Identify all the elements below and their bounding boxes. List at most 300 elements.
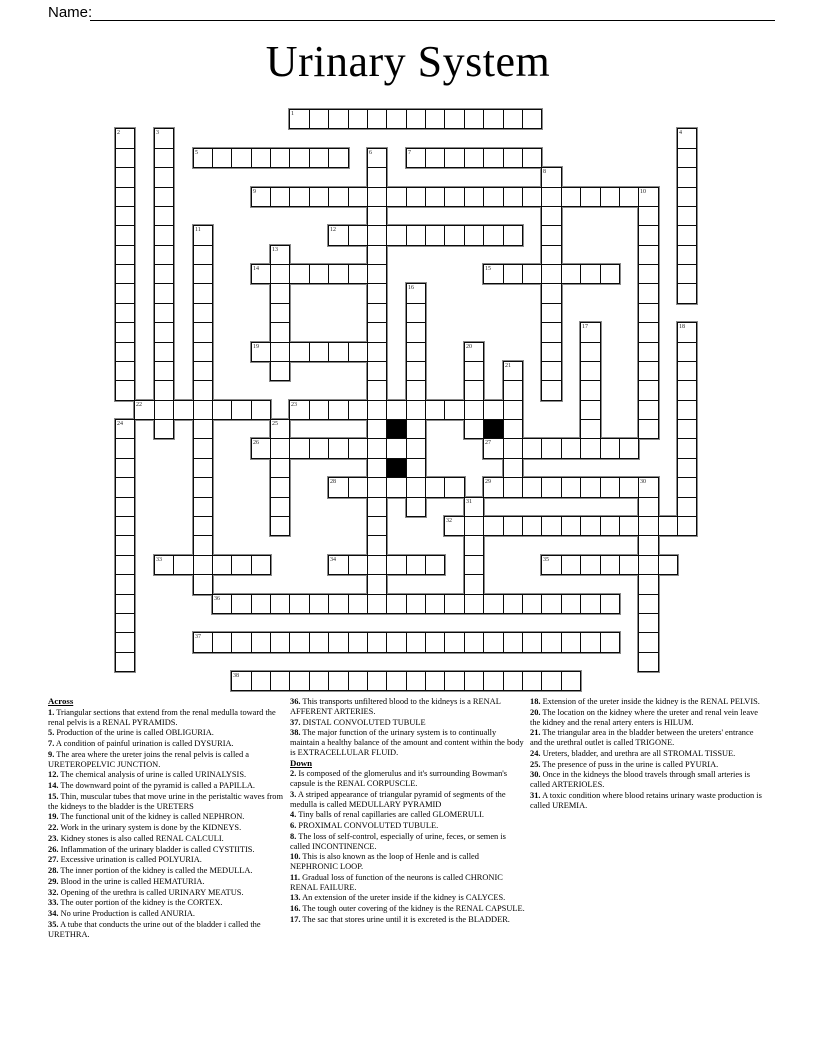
grid-cell-r17-c19[interactable] [483, 438, 504, 459]
grid-cell-r10-c13[interactable] [367, 303, 387, 323]
grid-cell-r25-c14[interactable] [386, 594, 407, 614]
grid-cell-r0-c11[interactable] [328, 109, 349, 129]
grid-cell-r27-c19[interactable] [483, 632, 504, 653]
grid-cell-r17-c26[interactable] [619, 438, 639, 459]
grid-cell-r5-c2[interactable] [154, 206, 174, 226]
grid-cell-r27-c24[interactable] [580, 632, 601, 653]
grid-cell-r27-c5[interactable] [212, 632, 232, 653]
grid-cell-r11-c8[interactable] [270, 322, 290, 343]
grid-cell-r0-c12[interactable] [348, 109, 368, 129]
grid-cell-r12-c12[interactable] [348, 342, 368, 362]
grid-cell-r19-c24[interactable] [580, 477, 601, 498]
grid-cell-r2-c29[interactable] [677, 148, 697, 168]
grid-cell-r17-c11[interactable] [328, 438, 349, 459]
grid-cell-r13-c29[interactable] [677, 361, 697, 381]
grid-cell-r6-c4[interactable] [193, 225, 213, 246]
grid-cell-r3-c22[interactable] [541, 167, 562, 188]
grid-cell-r25-c8[interactable] [270, 594, 290, 614]
grid-cell-r5-c0[interactable] [115, 206, 135, 226]
grid-cell-r25-c22[interactable] [541, 594, 562, 614]
grid-cell-r25-c15[interactable] [406, 594, 426, 614]
grid-cell-r0-c10[interactable] [309, 109, 329, 129]
grid-cell-r26-c0[interactable] [115, 613, 135, 633]
grid-cell-r12-c0[interactable] [115, 342, 135, 362]
grid-cell-r15-c16[interactable] [425, 400, 445, 420]
grid-cell-r8-c11[interactable] [328, 264, 349, 284]
grid-cell-r29-c18[interactable] [464, 671, 484, 691]
grid-cell-r3-c0[interactable] [115, 167, 135, 188]
grid-cell-r15-c15[interactable] [406, 400, 426, 420]
grid-cell-r19-c22[interactable] [541, 477, 562, 498]
grid-cell-r17-c20[interactable] [503, 438, 523, 459]
grid-cell-r15-c11[interactable] [328, 400, 349, 420]
grid-cell-r17-c24[interactable] [580, 438, 601, 459]
grid-cell-r7-c29[interactable] [677, 245, 697, 265]
grid-cell-r22-c18[interactable] [464, 535, 484, 556]
grid-cell-r0-c17[interactable] [444, 109, 465, 129]
grid-cell-r27-c7[interactable] [251, 632, 271, 653]
grid-cell-r21-c23[interactable] [561, 516, 581, 536]
grid-cell-r19-c0[interactable] [115, 477, 135, 498]
grid-cell-r17-c12[interactable] [348, 438, 368, 459]
grid-cell-r23-c22[interactable] [541, 555, 562, 575]
grid-cell-r1-c2[interactable] [154, 128, 174, 149]
grid-cell-r29-c8[interactable] [270, 671, 290, 691]
grid-cell-r25-c13[interactable] [367, 594, 387, 614]
grid-cell-r4-c10[interactable] [309, 187, 329, 207]
grid-cell-r6-c27[interactable] [638, 225, 659, 246]
grid-cell-r29-c7[interactable] [251, 671, 271, 691]
grid-cell-r21-c20[interactable] [503, 516, 523, 536]
grid-cell-r29-c20[interactable] [503, 671, 523, 691]
grid-cell-r15-c12[interactable] [348, 400, 368, 420]
grid-cell-r17-c0[interactable] [115, 438, 135, 459]
grid-cell-r5-c29[interactable] [677, 206, 697, 226]
grid-cell-r4-c13[interactable] [367, 187, 387, 207]
name-fill-line[interactable] [90, 3, 775, 21]
grid-cell-r16-c15[interactable] [406, 419, 426, 439]
grid-cell-r23-c4[interactable] [193, 555, 213, 575]
grid-cell-r15-c29[interactable] [677, 400, 697, 420]
grid-cell-r12-c8[interactable] [270, 342, 290, 362]
grid-cell-r0-c13[interactable] [367, 109, 387, 129]
grid-cell-r10-c27[interactable] [638, 303, 659, 323]
grid-cell-r25-c25[interactable] [600, 594, 620, 614]
grid-cell-r5-c13[interactable] [367, 206, 387, 226]
grid-cell-r10-c15[interactable] [406, 303, 426, 323]
grid-cell-r6-c22[interactable] [541, 225, 562, 246]
grid-cell-r23-c7[interactable] [251, 555, 271, 575]
grid-cell-r29-c13[interactable] [367, 671, 387, 691]
grid-cell-r6-c17[interactable] [444, 225, 465, 246]
grid-cell-r11-c2[interactable] [154, 322, 174, 343]
grid-cell-r25-c19[interactable] [483, 594, 504, 614]
grid-cell-r2-c5[interactable] [212, 148, 232, 168]
grid-cell-r27-c6[interactable] [231, 632, 252, 653]
grid-cell-r27-c9[interactable] [289, 632, 310, 653]
grid-cell-r14-c2[interactable] [154, 380, 174, 401]
grid-cell-r14-c29[interactable] [677, 380, 697, 401]
grid-cell-r25-c23[interactable] [561, 594, 581, 614]
grid-cell-r15-c24[interactable] [580, 400, 601, 420]
grid-cell-r16-c27[interactable] [638, 419, 659, 439]
grid-cell-r23-c26[interactable] [619, 555, 639, 575]
grid-cell-r3-c2[interactable] [154, 167, 174, 188]
grid-cell-r19-c15[interactable] [406, 477, 426, 498]
grid-cell-r14-c15[interactable] [406, 380, 426, 401]
grid-cell-r0-c20[interactable] [503, 109, 523, 129]
grid-cell-r16-c0[interactable] [115, 419, 135, 439]
grid-cell-r23-c14[interactable] [386, 555, 407, 575]
grid-cell-r12-c24[interactable] [580, 342, 601, 362]
grid-cell-r6-c18[interactable] [464, 225, 484, 246]
grid-cell-r17-c14[interactable] [386, 438, 407, 459]
grid-cell-r9-c22[interactable] [541, 283, 562, 304]
grid-cell-r17-c7[interactable] [251, 438, 271, 459]
grid-cell-r11-c0[interactable] [115, 322, 135, 343]
grid-cell-r1-c29[interactable] [677, 128, 697, 149]
grid-cell-r29-c23[interactable] [561, 671, 581, 691]
grid-cell-r4-c7[interactable] [251, 187, 271, 207]
grid-cell-r16-c8[interactable] [270, 419, 290, 439]
grid-cell-r15-c14[interactable] [386, 400, 407, 420]
grid-cell-r2-c0[interactable] [115, 148, 135, 168]
grid-cell-r13-c18[interactable] [464, 361, 484, 381]
grid-cell-r0-c9[interactable] [289, 109, 310, 129]
grid-cell-r4-c21[interactable] [522, 187, 542, 207]
grid-cell-r29-c14[interactable] [386, 671, 407, 691]
grid-cell-r19-c26[interactable] [619, 477, 639, 498]
grid-cell-r0-c15[interactable] [406, 109, 426, 129]
grid-cell-r12-c15[interactable] [406, 342, 426, 362]
grid-cell-r17-c23[interactable] [561, 438, 581, 459]
grid-cell-r27-c25[interactable] [600, 632, 620, 653]
grid-cell-r25-c6[interactable] [231, 594, 252, 614]
grid-cell-r23-c27[interactable] [638, 555, 659, 575]
grid-cell-r13-c13[interactable] [367, 361, 387, 381]
grid-cell-r25-c24[interactable] [580, 594, 601, 614]
grid-cell-r18-c13[interactable] [367, 458, 387, 478]
grid-cell-r11-c13[interactable] [367, 322, 387, 343]
grid-cell-r0-c16[interactable] [425, 109, 445, 129]
grid-cell-r9-c13[interactable] [367, 283, 387, 304]
grid-cell-r14-c13[interactable] [367, 380, 387, 401]
grid-cell-r9-c29[interactable] [677, 283, 697, 304]
grid-cell-r26-c27[interactable] [638, 613, 659, 633]
grid-cell-r4-c23[interactable] [561, 187, 581, 207]
grid-cell-r27-c16[interactable] [425, 632, 445, 653]
grid-cell-r12-c7[interactable] [251, 342, 271, 362]
grid-cell-r19-c8[interactable] [270, 477, 290, 498]
grid-cell-r6-c13[interactable] [367, 225, 387, 246]
grid-cell-r19-c27[interactable] [638, 477, 659, 498]
grid-cell-r2-c17[interactable] [444, 148, 465, 168]
grid-cell-r25-c7[interactable] [251, 594, 271, 614]
grid-cell-r25-c12[interactable] [348, 594, 368, 614]
grid-cell-r6-c20[interactable] [503, 225, 523, 246]
grid-cell-r27-c22[interactable] [541, 632, 562, 653]
grid-cell-r16-c4[interactable] [193, 419, 213, 439]
grid-cell-r10-c0[interactable] [115, 303, 135, 323]
grid-cell-r2-c18[interactable] [464, 148, 484, 168]
grid-cell-r27-c20[interactable] [503, 632, 523, 653]
grid-cell-r16-c24[interactable] [580, 419, 601, 439]
grid-cell-r14-c27[interactable] [638, 380, 659, 401]
grid-cell-r11-c27[interactable] [638, 322, 659, 343]
grid-cell-r25-c18[interactable] [464, 594, 484, 614]
grid-cell-r17-c8[interactable] [270, 438, 290, 459]
grid-cell-r8-c13[interactable] [367, 264, 387, 284]
grid-cell-r6-c2[interactable] [154, 225, 174, 246]
grid-cell-r15-c2[interactable] [154, 400, 174, 420]
grid-cell-r9-c4[interactable] [193, 283, 213, 304]
grid-cell-r25-c17[interactable] [444, 594, 465, 614]
grid-cell-r2-c8[interactable] [270, 148, 290, 168]
grid-cell-r27-c8[interactable] [270, 632, 290, 653]
grid-cell-r0-c21[interactable] [522, 109, 542, 129]
grid-cell-r14-c20[interactable] [503, 380, 523, 401]
grid-cell-r8-c4[interactable] [193, 264, 213, 284]
grid-cell-r16-c2[interactable] [154, 419, 174, 439]
grid-cell-r21-c17[interactable] [444, 516, 465, 536]
grid-cell-r27-c12[interactable] [348, 632, 368, 653]
grid-cell-r8-c25[interactable] [600, 264, 620, 284]
grid-cell-r7-c4[interactable] [193, 245, 213, 265]
grid-cell-r8-c21[interactable] [522, 264, 542, 284]
grid-cell-r19-c11[interactable] [328, 477, 349, 498]
grid-cell-r19-c14[interactable] [386, 477, 407, 498]
grid-cell-r19-c12[interactable] [348, 477, 368, 498]
grid-cell-r13-c24[interactable] [580, 361, 601, 381]
grid-cell-r15-c13[interactable] [367, 400, 387, 420]
grid-cell-r9-c27[interactable] [638, 283, 659, 304]
grid-cell-r23-c24[interactable] [580, 555, 601, 575]
grid-cell-r23-c5[interactable] [212, 555, 232, 575]
grid-cell-r8-c8[interactable] [270, 264, 290, 284]
grid-cell-r27-c13[interactable] [367, 632, 387, 653]
grid-cell-r11-c4[interactable] [193, 322, 213, 343]
grid-cell-r5-c27[interactable] [638, 206, 659, 226]
grid-cell-r4-c8[interactable] [270, 187, 290, 207]
grid-cell-r2-c21[interactable] [522, 148, 542, 168]
grid-cell-r12-c9[interactable] [289, 342, 310, 362]
grid-cell-r14-c0[interactable] [115, 380, 135, 401]
grid-cell-r22-c0[interactable] [115, 535, 135, 556]
grid-cell-r13-c4[interactable] [193, 361, 213, 381]
grid-cell-r2-c11[interactable] [328, 148, 349, 168]
grid-cell-r19-c21[interactable] [522, 477, 542, 498]
grid-cell-r14-c18[interactable] [464, 380, 484, 401]
grid-cell-r8-c10[interactable] [309, 264, 329, 284]
grid-cell-r15-c6[interactable] [231, 400, 252, 420]
grid-cell-r2-c9[interactable] [289, 148, 310, 168]
grid-cell-r17-c4[interactable] [193, 438, 213, 459]
grid-cell-r4-c17[interactable] [444, 187, 465, 207]
grid-cell-r17-c13[interactable] [367, 438, 387, 459]
grid-cell-r21-c8[interactable] [270, 516, 290, 536]
grid-cell-r4-c9[interactable] [289, 187, 310, 207]
grid-cell-r3-c29[interactable] [677, 167, 697, 188]
grid-cell-r2-c16[interactable] [425, 148, 445, 168]
grid-cell-r23-c13[interactable] [367, 555, 387, 575]
grid-cell-r2-c19[interactable] [483, 148, 504, 168]
grid-cell-r15-c4[interactable] [193, 400, 213, 420]
grid-cell-r8-c24[interactable] [580, 264, 601, 284]
grid-cell-r19-c4[interactable] [193, 477, 213, 498]
grid-cell-r0-c19[interactable] [483, 109, 504, 129]
grid-cell-r21-c27[interactable] [638, 516, 659, 536]
grid-cell-r6-c0[interactable] [115, 225, 135, 246]
grid-cell-r17-c25[interactable] [600, 438, 620, 459]
grid-cell-r23-c16[interactable] [425, 555, 445, 575]
grid-cell-r17-c21[interactable] [522, 438, 542, 459]
grid-cell-r27-c11[interactable] [328, 632, 349, 653]
grid-cell-r20-c27[interactable] [638, 497, 659, 517]
grid-cell-r20-c8[interactable] [270, 497, 290, 517]
grid-cell-r21-c28[interactable] [658, 516, 678, 536]
grid-cell-r13-c2[interactable] [154, 361, 174, 381]
grid-cell-r15-c10[interactable] [309, 400, 329, 420]
grid-cell-r27-c27[interactable] [638, 632, 659, 653]
grid-cell-r8-c20[interactable] [503, 264, 523, 284]
grid-cell-r4-c11[interactable] [328, 187, 349, 207]
grid-cell-r20-c29[interactable] [677, 497, 697, 517]
grid-cell-r27-c14[interactable] [386, 632, 407, 653]
grid-cell-r27-c17[interactable] [444, 632, 465, 653]
grid-cell-r20-c0[interactable] [115, 497, 135, 517]
grid-cell-r7-c27[interactable] [638, 245, 659, 265]
grid-cell-r23-c25[interactable] [600, 555, 620, 575]
grid-cell-r15-c19[interactable] [483, 400, 504, 420]
grid-cell-r21-c29[interactable] [677, 516, 697, 536]
grid-cell-r21-c18[interactable] [464, 516, 484, 536]
grid-cell-r4-c22[interactable] [541, 187, 562, 207]
grid-cell-r10-c4[interactable] [193, 303, 213, 323]
grid-cell-r24-c4[interactable] [193, 574, 213, 595]
grid-cell-r28-c0[interactable] [115, 652, 135, 672]
grid-cell-r19-c13[interactable] [367, 477, 387, 498]
grid-cell-r23-c2[interactable] [154, 555, 174, 575]
grid-cell-r25-c9[interactable] [289, 594, 310, 614]
grid-cell-r8-c0[interactable] [115, 264, 135, 284]
grid-cell-r4-c18[interactable] [464, 187, 484, 207]
grid-cell-r17-c29[interactable] [677, 438, 697, 459]
grid-cell-r19-c16[interactable] [425, 477, 445, 498]
grid-cell-r12-c4[interactable] [193, 342, 213, 362]
grid-cell-r25-c27[interactable] [638, 594, 659, 614]
grid-cell-r14-c4[interactable] [193, 380, 213, 401]
grid-cell-r10-c8[interactable] [270, 303, 290, 323]
grid-cell-r8-c29[interactable] [677, 264, 697, 284]
grid-cell-r23-c3[interactable] [173, 555, 194, 575]
grid-cell-r8-c9[interactable] [289, 264, 310, 284]
grid-cell-r4-c12[interactable] [348, 187, 368, 207]
grid-cell-r19-c20[interactable] [503, 477, 523, 498]
grid-cell-r10-c22[interactable] [541, 303, 562, 323]
grid-cell-r12-c18[interactable] [464, 342, 484, 362]
grid-cell-r4-c15[interactable] [406, 187, 426, 207]
grid-cell-r7-c13[interactable] [367, 245, 387, 265]
grid-cell-r6-c16[interactable] [425, 225, 445, 246]
grid-cell-r13-c20[interactable] [503, 361, 523, 381]
grid-cell-r0-c18[interactable] [464, 109, 484, 129]
grid-cell-r3-c13[interactable] [367, 167, 387, 188]
grid-cell-r29-c9[interactable] [289, 671, 310, 691]
grid-cell-r15-c5[interactable] [212, 400, 232, 420]
grid-cell-r8-c22[interactable] [541, 264, 562, 284]
grid-cell-r5-c22[interactable] [541, 206, 562, 226]
grid-cell-r8-c7[interactable] [251, 264, 271, 284]
grid-cell-r2-c4[interactable] [193, 148, 213, 168]
grid-cell-r4-c14[interactable] [386, 187, 407, 207]
grid-cell-r29-c11[interactable] [328, 671, 349, 691]
grid-cell-r4-c2[interactable] [154, 187, 174, 207]
grid-cell-r12-c10[interactable] [309, 342, 329, 362]
grid-cell-r29-c19[interactable] [483, 671, 504, 691]
grid-cell-r0-c14[interactable] [386, 109, 407, 129]
grid-cell-r14-c24[interactable] [580, 380, 601, 401]
grid-cell-r17-c15[interactable] [406, 438, 426, 459]
grid-cell-r19-c23[interactable] [561, 477, 581, 498]
grid-cell-r2-c7[interactable] [251, 148, 271, 168]
grid-cell-r14-c22[interactable] [541, 380, 562, 401]
grid-cell-r9-c0[interactable] [115, 283, 135, 304]
grid-cell-r18-c20[interactable] [503, 458, 523, 478]
grid-cell-r15-c3[interactable] [173, 400, 194, 420]
grid-cell-r22-c27[interactable] [638, 535, 659, 556]
grid-cell-r8-c2[interactable] [154, 264, 174, 284]
grid-cell-r20-c15[interactable] [406, 497, 426, 517]
grid-cell-r25-c21[interactable] [522, 594, 542, 614]
grid-cell-r4-c0[interactable] [115, 187, 135, 207]
grid-cell-r7-c2[interactable] [154, 245, 174, 265]
grid-cell-r29-c6[interactable] [231, 671, 252, 691]
grid-cell-r8-c12[interactable] [348, 264, 368, 284]
grid-cell-r21-c25[interactable] [600, 516, 620, 536]
grid-cell-r29-c21[interactable] [522, 671, 542, 691]
grid-cell-r13-c8[interactable] [270, 361, 290, 381]
grid-cell-r12-c11[interactable] [328, 342, 349, 362]
grid-cell-r6-c14[interactable] [386, 225, 407, 246]
grid-cell-r29-c17[interactable] [444, 671, 465, 691]
grid-cell-r21-c0[interactable] [115, 516, 135, 536]
grid-cell-r21-c13[interactable] [367, 516, 387, 536]
grid-cell-r19-c25[interactable] [600, 477, 620, 498]
grid-cell-r23-c15[interactable] [406, 555, 426, 575]
grid-cell-r19-c17[interactable] [444, 477, 465, 498]
grid-cell-r16-c13[interactable] [367, 419, 387, 439]
grid-cell-r18-c0[interactable] [115, 458, 135, 478]
grid-cell-r25-c5[interactable] [212, 594, 232, 614]
grid-cell-r25-c0[interactable] [115, 594, 135, 614]
grid-cell-r7-c22[interactable] [541, 245, 562, 265]
grid-cell-r18-c15[interactable] [406, 458, 426, 478]
grid-cell-r17-c10[interactable] [309, 438, 329, 459]
grid-cell-r2-c20[interactable] [503, 148, 523, 168]
grid-cell-r24-c27[interactable] [638, 574, 659, 595]
grid-cell-r21-c4[interactable] [193, 516, 213, 536]
grid-cell-r12-c13[interactable] [367, 342, 387, 362]
grid-cell-r21-c26[interactable] [619, 516, 639, 536]
grid-cell-r21-c19[interactable] [483, 516, 504, 536]
grid-cell-r2-c10[interactable] [309, 148, 329, 168]
grid-cell-r12-c2[interactable] [154, 342, 174, 362]
grid-cell-r12-c29[interactable] [677, 342, 697, 362]
grid-cell-r24-c0[interactable] [115, 574, 135, 595]
grid-cell-r2-c6[interactable] [231, 148, 252, 168]
grid-cell-r4-c27[interactable] [638, 187, 659, 207]
grid-cell-r27-c23[interactable] [561, 632, 581, 653]
